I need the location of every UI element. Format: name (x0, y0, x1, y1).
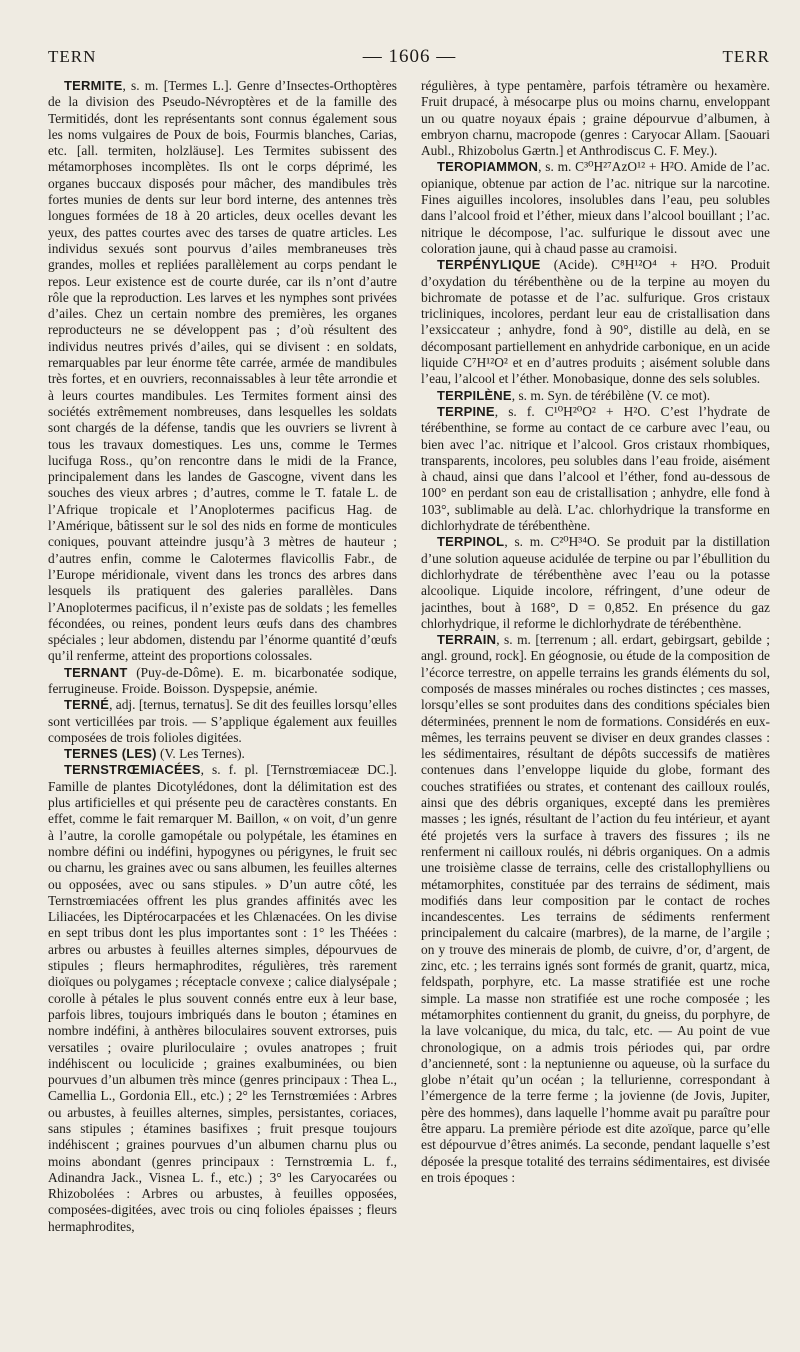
entry-terpine (421, 404, 770, 534)
entry-text: , s. m. Syn. de térébilène (V. ce mot). (511, 387, 711, 403)
headword: TERPINE (437, 403, 495, 419)
header-left-word: TERN (48, 47, 97, 66)
entry-text: , adj. [ternus, ternatus]. Se dit des feuilles lorsqu’elles sont verticillées par trois. — S’applique également aux feuilles composées de trois folioles digitées. (48, 697, 397, 745)
headword: TERPILÈNE (437, 387, 512, 403)
right-column (421, 78, 770, 1330)
entry-text: , s. f. pl. [Ternstrœmiaceæ DC.]. Famille de plantes Dicotylédones, dont la délimitation est des plus artificielles et qui présente peu de caractères constants. En effet, comme le fait remarquer M. Baillon, « on voit, d’un genre à l’autre, la corolle gamopétale ou polypétale, les étamines en nombre défini ou indéfini, hypogynes ou périgynes, le fruit sec ou charnu, les graines avec ou sans albumen, les feuilles alternes ou opposées, avec ou sans stipules. » D’un autre côté, les Ternstrœmiacées offrent les plus grandes affinités avec les Liliacées, les Diptérocarpacées et les Chlænacées. On les divise en sept tribus dont les plus importantes sont : 1° les Théées : arbres ou arbustes à feuilles alternes simples, dépourvues de stipules ; fleurs hermaphrodites, régulières, très rarement dioïques ou polygames ; réceptacle convexe ; calice dialysépale ; corolle à pétales le plus souvent connés entre eux à leur base, parfois libres, toujours imbriqués dans le bouton ; étamines en nombre indéfini, à anthères biloculaires souvent extrorses, puis versatiles ; ovaire pluriloculaire ; ovules anatropes ; fruit indéhiscent ou loculicide ; graines exalbuminées, ou bien pourvues d’un albumen très mince (genres principaux : Thea L., Camellia L., Gordonia Ell., etc.) ; 2° les Ternstrœmiées : Arbres ou arbustes, à feuilles alternes, simples, persistantes, coriaces, sans stipules ; étamines basifixes ; fruit presque toujours indéhiscent ; graines pourvues d’un albumen charnu plus ou moins abondant (genres principaux : Ternstrœmia L. f., Adinandra Jack., Visnea L. f., etc.) ; 3° les Caryocarées ou Rhizobolées : Arbres ou arbustes, à feuilles opposées, composées-digitées, avec trois ou cinq folioles épaisses ; fleurs hermaphrodites, (48, 762, 397, 1234)
entry-continued (421, 78, 770, 159)
headword: TEROPIAMMON (437, 159, 539, 175)
entry-terpinol (421, 534, 770, 632)
headword: TERPÉNYLIQUE (437, 257, 541, 273)
entry-text: , s. m. C²⁰H³⁴O. Se produit par la distillation d’une solution aqueuse acidulée de terpine ou par l’ébullition du dichlorhydrate de térébenthène avec l’eau ou la potasse alcoolique. Liquide incolore, réfringent, d’une odeur de jacinthes, bout à 168°, D = 0,852. En présence du gaz chlorhydrique, il reforme le dichlorhydrate de térébenthène. (421, 534, 770, 631)
left-column (48, 78, 397, 1330)
page-number: — 1606 — (362, 46, 457, 67)
entry-text: (Puy-de-Dôme). E. m. bicarbonatée sodique, ferrugineuse. Froide. Boisson. Dyspepsie, anémie. (48, 664, 397, 696)
entry-text: (V. Les Ternes). (156, 746, 245, 762)
entry-ternant (48, 665, 397, 698)
running-head (48, 44, 770, 70)
entry-terpenylique (421, 257, 770, 387)
entry-termite (48, 78, 397, 665)
headword: TERRAIN (437, 632, 497, 648)
header-right-word: TERR (722, 47, 770, 66)
entry-terrain (421, 632, 770, 1186)
headword: TERNSTRŒMIACÉES (64, 762, 201, 778)
text-columns (48, 78, 770, 1330)
entry-terpilene (421, 388, 770, 404)
entry-text: , s. m. C³⁰H²⁷AzO¹² + H²O. Amide de l’ac. opianique, obtenue par action de l’ac. nitrique sur la narcotine. Fines aiguilles incolores, insolubles dans l’eau, peu solubles dans l’alcool froid et l’éther, mieux dans l’alcool bouillant ; l’ac. nitrique le décompose, l’ac. sulfurique le dissout avec une coloration jaune, qui à chaud passe au cramoisi. (421, 159, 770, 256)
headword: TERNANT (64, 664, 128, 680)
headword: TERNÉ (64, 697, 110, 713)
entry-teropiammon (421, 159, 770, 257)
entry-text: , s. m. [terrenum ; all. erdart, gebirgsart, gebilde ; angl. ground, rock]. En géognosie, ou étude de la composition de l’écorce terrestre, on appelle terrains les grands éléments du sol, composés de masses minérales ou roches distinctes ; ces masses, lorsqu’elles se sont produites dans des conditions spéciales bien déterminées, prennent le nom de formations. Considérés en eux-mêmes, les terrains peuvent se diviser en deux grandes classes : les sédimentaires, résultant de dépôts successifs de matières contenues dans l’enveloppe liquide du globe, formant des couches stratifiées ou strates, et contenant des cailloux roulés, ainsi que des débris organiques, excepté dans les premières masses ; les ignés, résultant de l’action du feu intérieur, et ayant été projetés vers la surface à travers des fissures ; ils ne renferment ni cailloux roulés, ni débris organiques. On a admis une troisième classe de terrains, celle des cristallophylliens ou métamorphites, constituée par des terrains de sédiment, mais modifiés dans leur composition par le contact de roches incandescentes. Les terrains de sédiments renferment principalement du calcaire (marbres), de la marne, de l’argile ; on y trouve des minerais de plomb, de cuivre, d’or, d’argent, de zinc, etc. ; les terrains ignés sont formés de granit, quartz, mica, feldspath, porphyre, etc. La masse stratifiée est une roche simple. La masse non stratifiée est une roche composée ; les métamorphites contiennent du granit, du gneiss, du porphyre, de la lave volcanique, du mica, du talc, etc. — Au point de vue chronologique, on a admis trois périodes qui, par ordre d’ancienneté, sont : la neptunienne ou aqueuse, où la surface du globe n’était qu’un océan ; la tellurienne, correspondant à l’émergence de la terre ferme ; la jovienne (de Jovis, Jupiter, père des hommes), dans laquelle l’homme avait pu paraître pour être apparu. La première période est dite azoïque, parce qu’elle est dépourvue d’êtres animés. La seconde, pendant laquelle s’est déposée la presque totalité des terrains sédimentaires, est divisée en trois époques : (421, 632, 770, 1185)
entry-text: régulières, à type pentamère, parfois tétramère ou hexamère. Fruit drupacé, à mésocarpe plus ou moins charnu, enveloppant un ou quatre noyaux épais ; graine dépourvue d’albumen, à embryon charnu, macropode (genres : Caryocar Allam. [Saouari Aubl., Rhizobolus Gærtn.] et Anthrodiscus C. F. Mey.). (421, 78, 770, 159)
entry-text: (Acide). C⁸H¹²O⁴ + H²O. Produit d’oxydation du térébenthène ou de la terpine au moyen du bichromate de potasse et de l’ac. sulfurique. Gros cristaux tricliniques, incolores, perdant leur eau de cristallisation dans l’exsiccateur ; anhydre, fond à 90°, distille au delà, en se décomposant partiellement en anhydride carbonique, en un acide liquide C⁷H¹²O² et en d’autres produits ; aisément soluble dans l’eau, l’alcool et l’éther. Monobasique, donne des sels solubles. (421, 257, 770, 387)
entry-ternes (48, 746, 397, 762)
headword: TERNES (LES) (64, 746, 157, 762)
headword: TERMITE (64, 78, 123, 93)
entry-ternstroemiacees (48, 762, 397, 1235)
entry-terne (48, 697, 397, 746)
entry-text: , s. m. [Termes L.]. Genre d’Insectes-Orthoptères de la division des Pseudo-Névroptères et de la famille des Termitidés, dont les représentants sont connus également sous les noms vulgaires de Poux de bois, Fourmis blanches, Carias, etc. [all. termiten, holzläuse]. Les Termites subissent des métamorphoses incomplètes. Ils ont le corps déprimé, les organes buccaux disposés pour mâcher, des mandibules très fortes munies de dents sur leur bord interne, des antennes très longues formées de 18 à 20 articles, deux ocelles devant les yeux, des pattes courtes avec des tarses de quatre articles. Les individus sexués sont pourvus d’ailes membraneuses très grandes, molles et repliées parallèlement au corps pendant le repos. Leur existence est de courte durée, car ils n’ont d’autre rôle que la reproduction. Les larves et les nymphes sont privées d’ailes. Chez un certain nombre des premières, les organes reproducteurs ne se développent pas ; d’où résultent des individus neutres privés d’ailes, qui se divisent : en soldats, remarquables par leur énorme tête carrée, armée de mandibules très fortes, et en ouvriers, reconnaissables à leur tête arrondie et à leurs courtes mandibules. Les Termites forment ainsi des sociétés extrêmement nombreuses, dans lesquelles les soldats sont chargés de la défense, tandis que les ouvriers se livrent à tous les travaux domestiques. Les uns, comme le Termes lucifuga Ross., qu’on rencontre dans le midi de la France, principalement dans les landes de Gascogne, vivent dans les souches des vieux arbres ; d’autres, comme le T. fatale L. de l’Afrique tropicale et l’Anoplotermes pacificus Hag. de l’Amérique, bâtissent sur le sol des nids en forme de monticules coniques, pouvant atteindre jusqu’à 3 mètres de hauteur ; d’autres enfin, comme le Calotermes flavicollis Fabr., de l’Europe méridionale, vivent dans les troncs des arbres dans lesquels ils pratiquent des galeries parallèles. Dans l’Anoplotermes pacificus, il n’existe pas de soldats ; les femelles fécondées, ou reines, pondent leurs œufs dans des chambres spéciales ; leur abdomen, distendu par l’énorme quantité d’œufs qu’il renferme, atteint des proportions colossales. (48, 78, 397, 664)
headword: TERPINOL (437, 534, 505, 550)
entry-text: , s. f. C¹⁰H²⁰O² + H²O. C’est l’hydrate de térébenthine, se forme au contact de ce carbure avec l’eau, ou bien avec l’ac. nitrique et l’alcool. Gros cristaux rhombiques, transparents, incolores, peu solubles dans l’eau froide, aisément à chaud, ainsi que dans l’alcool et l’éther, fond au-dessous de 100° en perdant son eau de cristallisation ; anhydre, elle fond à 103°, sublimable au delà. L’ac. chlorhydrique la transforme en dichlorhydrate de térébenthène. (421, 403, 770, 534)
